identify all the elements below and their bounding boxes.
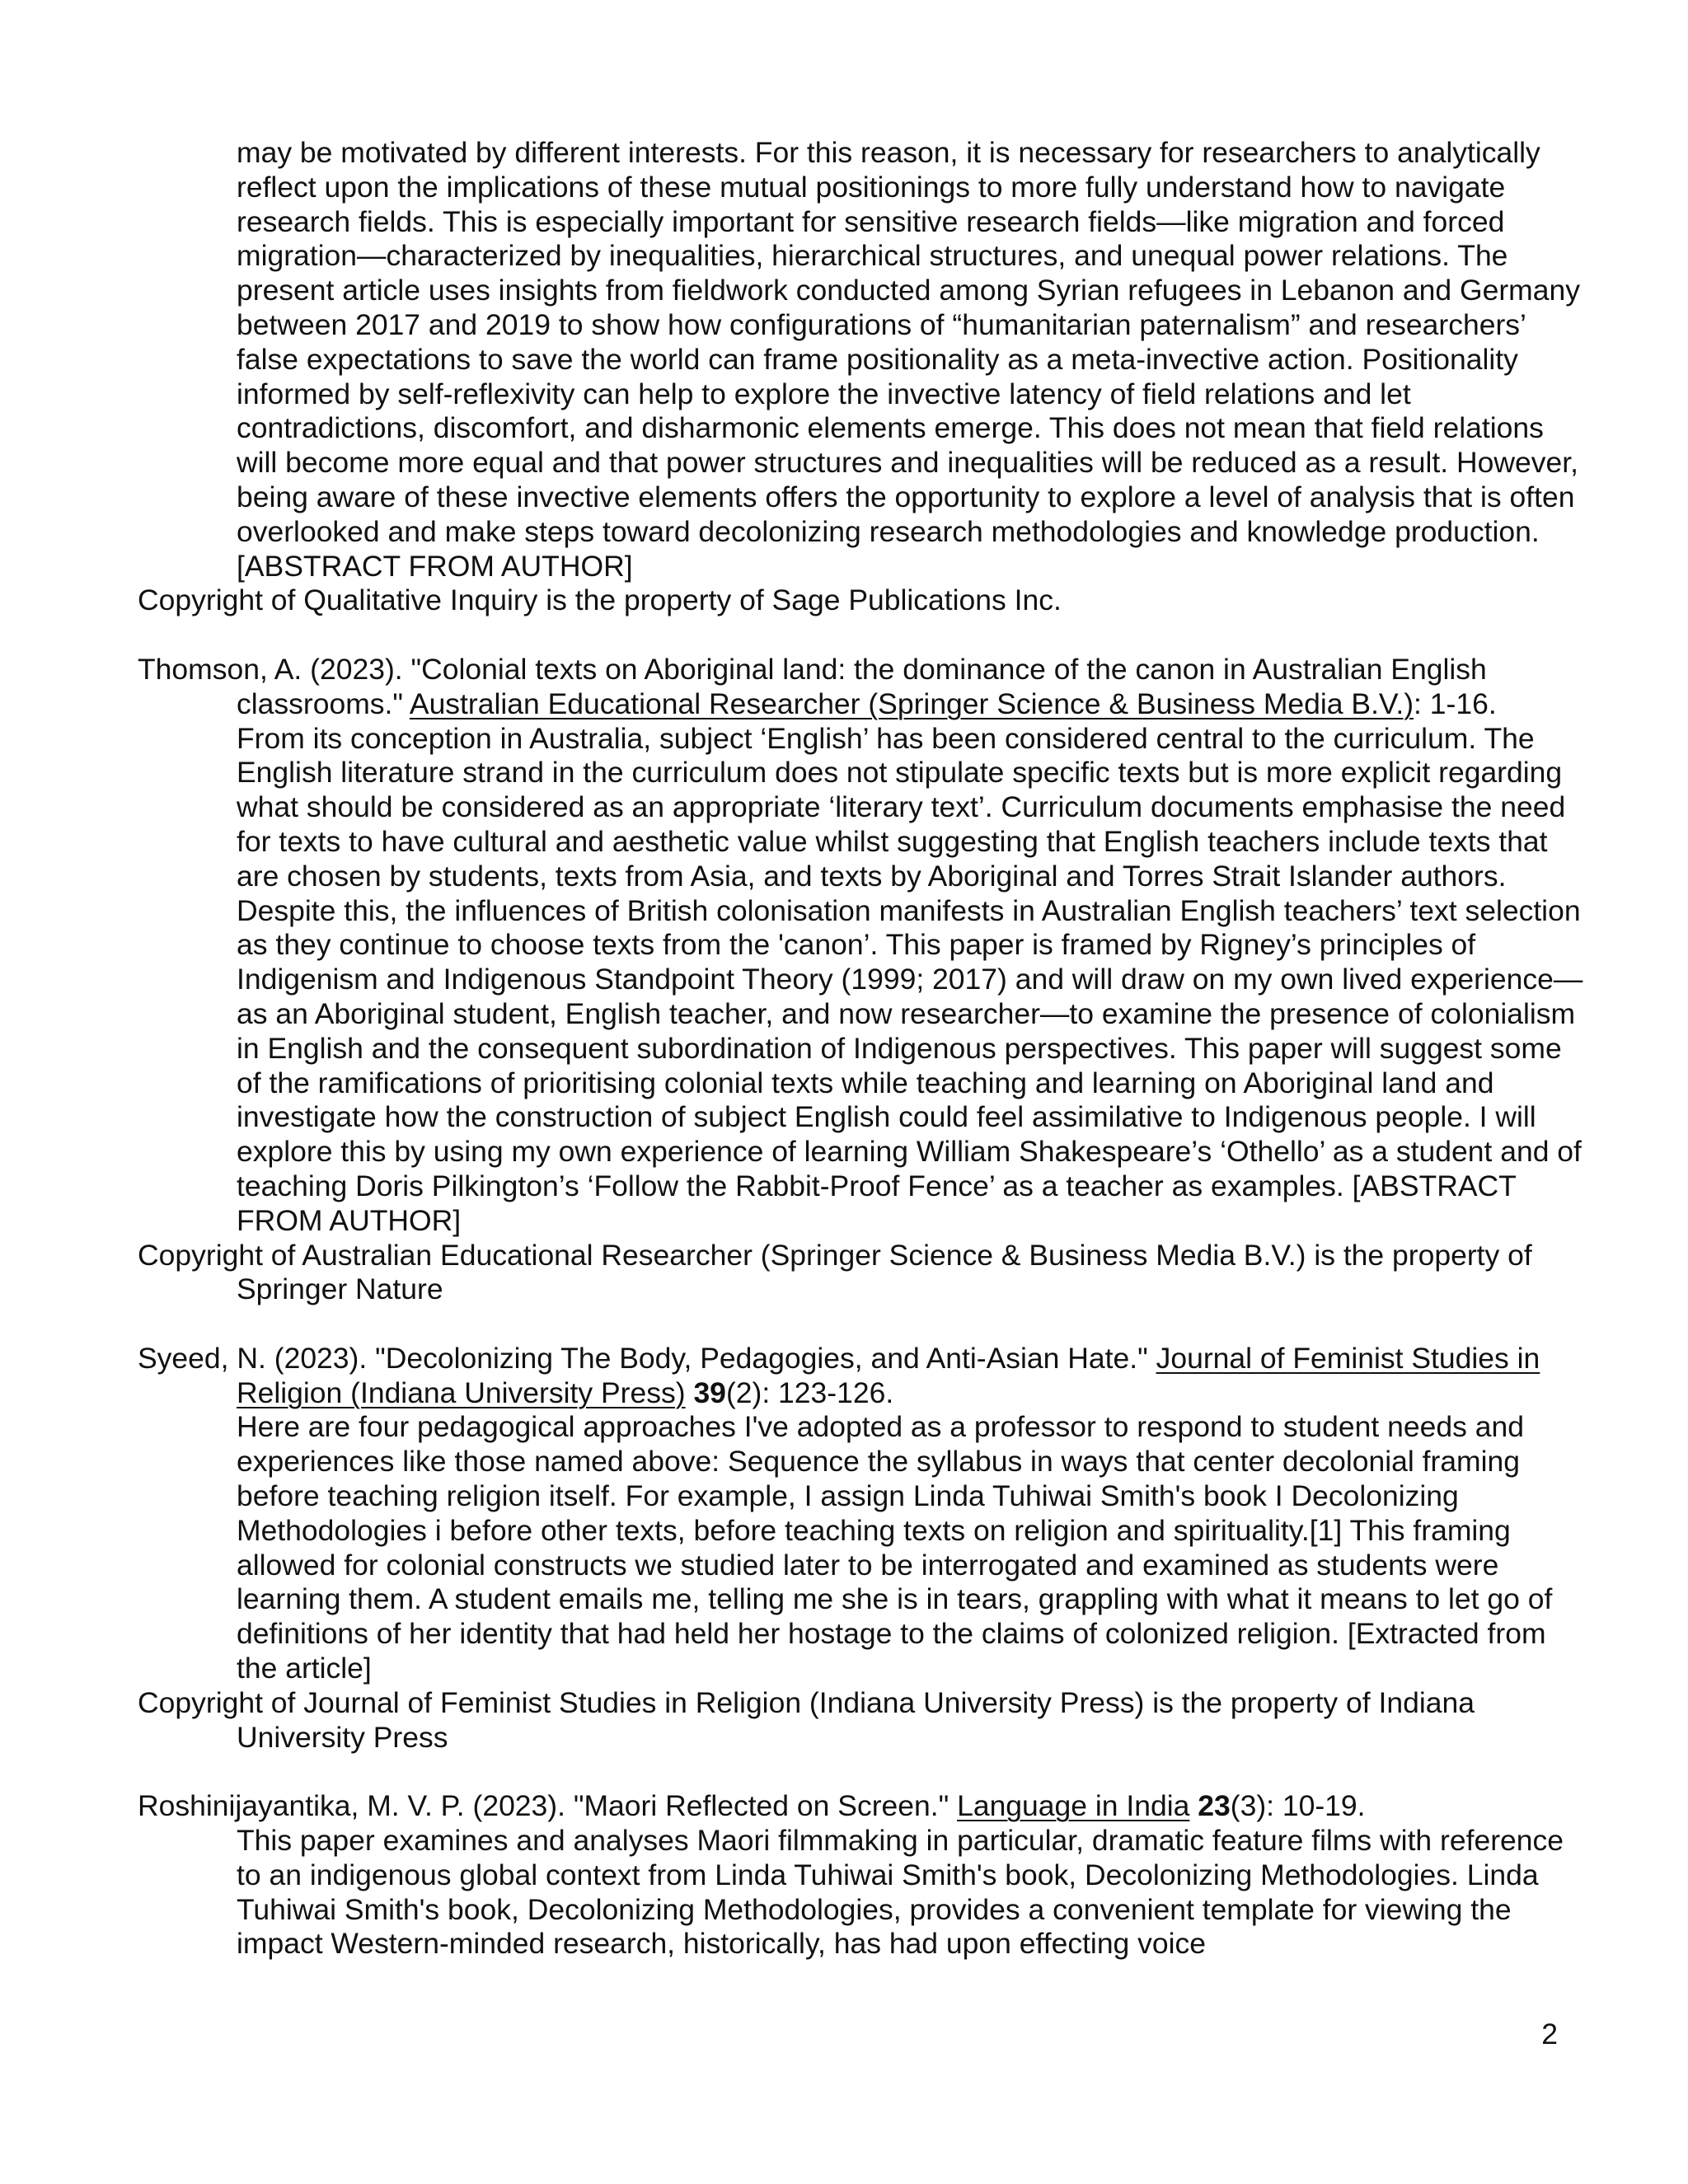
volume-number: 23 [1198,1789,1231,1823]
entry-copyright: Copyright of Journal of Feminist Studies in Religion (Indiana University Press) is the property of Indiana University Press [138,1685,1475,1754]
bibliography-entry [138,653,1588,1307]
citation-text: Syeed, N. (2023). "Decolonizing The Body, Pedagogies, and Anti-Asian Hate." [138,1341,1156,1375]
entry-copyright: Copyright of Australian Educational Researcher (Springer Science & Business Media B.V.) is the property of Springer Nature [138,1238,1532,1306]
entry-citation [138,1789,1588,1824]
entry-citation [138,653,1588,722]
journal-link[interactable]: Journal of Feminist Studies in Religion (Indiana University Press) [237,1341,1540,1409]
bibliography-list [138,136,1588,1961]
journal-link[interactable]: Language in India [957,1789,1190,1823]
issue-pages: (3): 10-19. [1230,1789,1366,1823]
entry-citation [138,1342,1588,1411]
bibliography-entry [138,1342,1588,1755]
citation-text: Thomson, A. (2023). "Colonial texts on Aboriginal land: the dominance of the canon in Australian English classrooms." [138,652,1487,720]
citation-text: Roshinijayantika, M. V. P. (2023). "Maori Reflected on Screen." [138,1789,958,1823]
entry-copyright: Copyright of Qualitative Inquiry is the property of Sage Publications Inc. [138,583,1062,617]
entry-abstract: From its conception in Australia, subject ‘English’ has been considered central to the curriculum. The English literature strand in the curriculum does not stipulate specific texts but is more explicit regarding what should be considered as an appropriate ‘literary text’. Curriculum documents emphasise the need for texts to have cultural and aesthetic value whilst suggesting that English teachers include texts that are chosen by students, texts from Asia, and texts by Aboriginal and Torres Strait Islander authors. Despite this, the influences of British colonisation manifests in Australian English teachers’ text selection as they continue to choose texts from the 'canon’. This paper is framed by Rigney’s principles of Indigenism and Indigenous Standpoint Theory (1999; 2017) and will draw on my own lived experience—as an Aboriginal student, English teacher, and now researcher—to examine the presence of colonialism in English and the consequent subordination of Indigenous perspectives. This paper will suggest some of the ramifications of prioritising colonial texts while teaching and learning on Aboriginal land and investigate how the construction of subject English could feel assimilative to Indigenous people. I will explore this by using my own experience of learning William Shakespeare’s ‘Othello’ as a student and of teaching Doris Pilkington’s ‘Follow the Rabbit-Proof Fence’ as a teacher as examples. [ABSTRACT FROM AUTHOR] [237,721,1583,1237]
bibliography-entry [138,136,1588,618]
journal-link[interactable]: Australian Educational Researcher (Springer Science & Business Media B.V.) [409,687,1414,720]
issue-pages: (2): 123-126. [725,1376,894,1409]
page-number: 2 [1541,2018,1558,2050]
entry-abstract: may be motivated by different interests. For this reason, it is necessary for researchers to analytically reflect upon the implications of these mutual positionings to more fully understand how to navigate research fields. This is especially important for sensitive research fields—like migration and forced migration—characterized by inequalities, hierarchical structures, and unequal power relations. The present article uses insights from fieldwork conducted among Syrian refugees in Lebanon and Germany between 2017 and 2019 to show how configurations of “humanitarian paternalism” and researchers’ false expectations to save the world can frame positionality as a meta-invective action. Positionality informed by self-reflexivity can help to explore the invective latency of field relations and let contradictions, discomfort, and disharmonic elements emerge. This does not mean that field relations will become more equal and that power structures and inequalities will be reduced as a result. However, being aware of these invective elements offers the opportunity to explore a level of analysis that is often overlooked and make steps toward decolonizing research methodologies and knowledge production. [ABSTRACT FROM AUTHOR] [237,136,1580,583]
entry-abstract: Here are four pedagogical approaches I've adopted as a professor to respond to student needs and experiences like those named above: Sequence the syllabus in ways that center decolonial framing before teaching religion itself. For example, I assign Linda Tuhiwai Smith's book I Decolonizing Methodologies i before other texts, before teaching texts on religion and spirituality.[1] This framing allowed for colonial constructs we studied later to be interrogated and examined as students were learning them. A student emails me, telling me she is in tears, grappling with what it means to let go of definitions of her identity that had held her hostage to the claims of colonized religion. [Extracted from the article] [237,1410,1553,1685]
bibliography-entry [138,1789,1588,1961]
volume-number: 39 [693,1376,726,1409]
issue-pages: : 1-16. [1414,687,1497,720]
entry-abstract: This paper examines and analyses Maori filmmaking in particular, dramatic feature films with reference to an indigenous global context from Linda Tuhiwai Smith's book, Decolonizing Methodologies. Linda Tuhiwai Smith's book, Decolonizing Methodologies, provides a convenient template for viewing the impact Western-minded research, historically, has had upon effecting voice [237,1824,1564,1961]
